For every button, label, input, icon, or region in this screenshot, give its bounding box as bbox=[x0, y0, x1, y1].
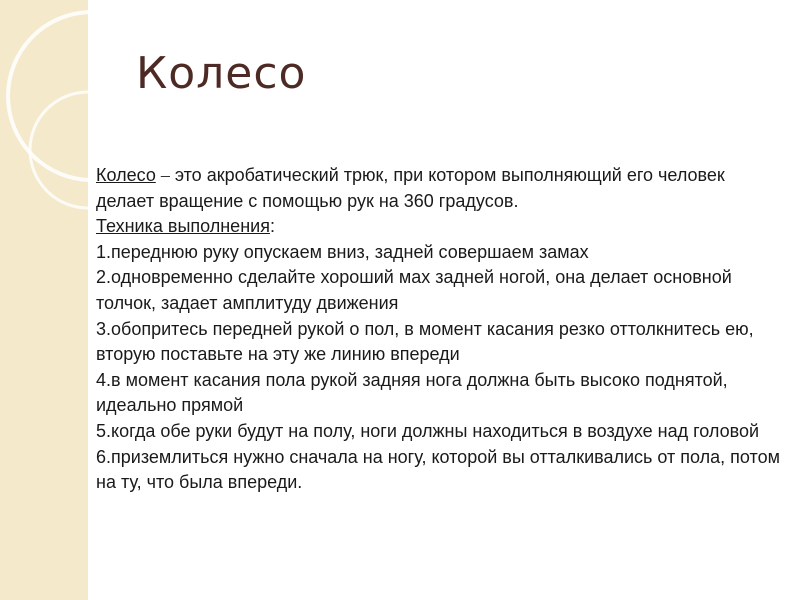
step-item: 1.переднюю руку опускаем вниз, задней совершаем замах bbox=[96, 241, 589, 262]
step-item: 4.в момент касания пола рукой задняя нога должна быть высоко поднятой, идеально прямой bbox=[96, 369, 728, 416]
step-item: 5.когда обе руки будут на полу, ноги должны находиться в воздухе над головой bbox=[96, 420, 760, 441]
side-decor-panel bbox=[0, 0, 88, 600]
ring-small bbox=[30, 92, 88, 208]
intro-paragraph bbox=[96, 163, 786, 214]
intro-text: это акробатический трюк, при котором выполняющий его человек делает вращение с помощью рук на 360 градусов. bbox=[96, 165, 725, 211]
ring-large bbox=[8, 12, 88, 180]
step-item: 2.одновременно сделайте хороший мах задней ногой, она делает основной толчок, задает амплитуду движения bbox=[96, 267, 732, 313]
step-item: 3.обопритесь передней рукой о пол, в момент касания резко оттолкнитесь ею, вторую поставьте на эту же линию впереди bbox=[96, 318, 754, 365]
decorative-rings-icon bbox=[0, 0, 88, 600]
technique-heading-text: Техника выполнения bbox=[96, 216, 270, 237]
slide-body bbox=[96, 163, 786, 496]
technique-colon: : bbox=[269, 216, 275, 237]
intro-dash: – bbox=[160, 165, 170, 185]
technique-heading bbox=[96, 214, 786, 240]
step-item: 6.приземлиться нужно сначала на ногу, которой вы отталкивались от пола, потом на ту, что была впереди. bbox=[96, 446, 780, 493]
slide-title: Колесо bbox=[136, 48, 307, 99]
intro-term: Колесо bbox=[96, 165, 156, 185]
